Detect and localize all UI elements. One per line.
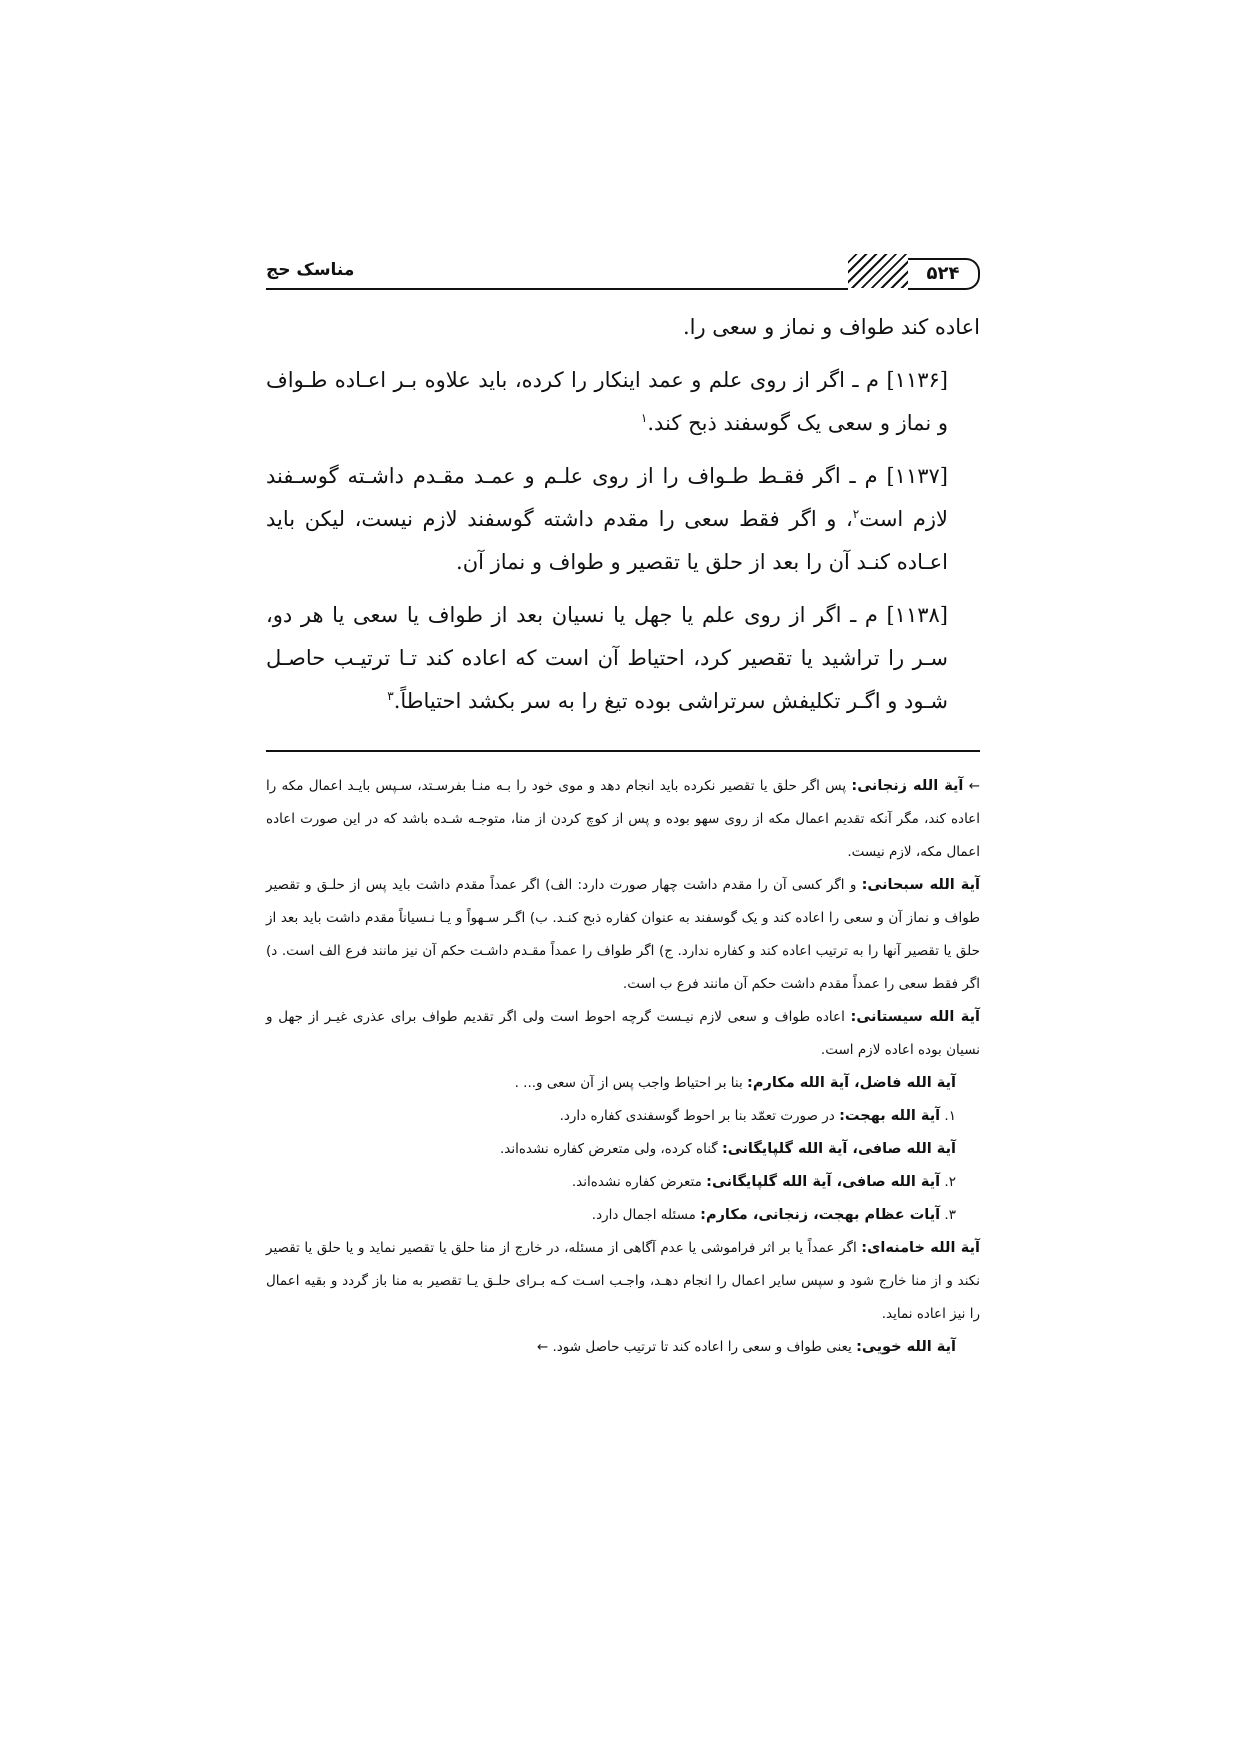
book-title: مناسک حج <box>266 260 355 280</box>
paragraph-continuation: اعاده کند طواف و نماز و سعی را. <box>682 315 980 339</box>
header-stripes-ornament <box>848 254 908 288</box>
footnote-separator <box>266 750 980 752</box>
page-number: ۵۲۴ <box>908 258 980 290</box>
footnote-item: آیة الله خامنه‌ای: اگر عمداً یا بر اثر فراموشی یا عدم آگاهی از مسئله، در خارج از منا حلق یا تقصیر نماید و یا حلق یا تقصیر نکند و از منا خارج شود و سپس سایر اعمال را انجام دهـد، واجـب اسـت کـه بـرای حلـق یـا تقصیر به منا باز گردد و بقیه اعمال را نیز اعاده نماید. <box>266 1240 980 1322</box>
footnote-mark-2: ۲ <box>852 507 860 521</box>
header-rule <box>266 288 848 290</box>
footnote-item: آیة الله سبحانی: و اگر کسی آن را مقدم داشت چهار صورت دارد: الف) اگر عمداً مقدم داشت باید پس از حلـق و تقصیر طواف و نماز آن و سعی را اعاده کند و یک گوسفند به عنوان کفاره ذبح کنـد. ب) اگـر سـهواً و یـا نـسیاناً مقدم داشت باید بعد از حلق یا تقصیر آنها را به ترتیب اعاده کند و کفاره ندارد. ج) اگر طواف را عمداً مقـدم داشـت حکم آن نیز مانند فرع الف است. د) اگر فقط سعی را عمداً مقدم داشت حکم آن مانند فرع ب است. <box>266 877 981 992</box>
page-header <box>266 260 980 290</box>
footnote-mark-1: ۱ <box>640 411 648 425</box>
main-text <box>266 306 980 733</box>
footnote-item: آیة الله فاضل، آیة الله مکارم: بنا بر احتیاط واجب پس از آن سعی و... . <box>514 1075 956 1091</box>
footnote-item: آیة الله صافی، آیة الله گلپایگانی: گناه کرده، ولی متعرض کفاره نشده‌اند. <box>499 1141 956 1157</box>
footnote-item: آیة الله خویی: یعنی طواف و سعی را اعاده کند تا ترتیب حاصل شود. ← <box>536 1339 956 1355</box>
footnotes <box>266 770 980 1364</box>
paragraph-1137: [۱۱۳۷] م ـ اگر فقـط طـواف را از روی علـم و عمـد مقـدم داشـته گوسـفند لازم است$^۲$، و اگر فقط سعی را مقدم داشته گوسفند لازم نیست، لیکن باید اعـاده کنـد آن را بعد از حلق یا تقصیر و طواف و نماز آن. <box>266 464 948 574</box>
footnote-item: ۱. آیة الله بهجت: در صورت تعمّد بنا بر احوط گوسفندی کفاره دارد. <box>559 1108 956 1124</box>
paragraph-1136: [۱۱۳۶] م ـ اگر از روی علم و عمد اینکار را کرده، باید علاوه بـر اعـاده طـواف و نماز و سعی یک گوسفند ذبح کند.$^۱$ <box>266 368 948 435</box>
footnote-item: آیة الله سیستانی: اعاده طواف و سعی لازم نیـست گرچه احوط است ولی اگر تقدیم طواف برای عذری غیـر از جهل و نسیان بوده اعاده لازم است. <box>266 1009 980 1058</box>
footnote-item: ۲. آیة الله صافی، آیة الله گلپایگانی: متعرض کفاره نشده‌اند. <box>571 1174 956 1190</box>
paragraph-1138: [۱۱۳۸] م ـ اگر از روی علم یا جهل یا نسیان بعد از طواف یا سعی یا هر دو، سـر را تراشید یا تقصیر کرد، احتیاط آن است که اعاده کند تـا ترتیـب حاصـل شـود و اگـر تکلیفش سرتراشی بوده تیغ را به سر بکشد احتیاطاً.$^۳$ <box>266 603 948 713</box>
footnote-item: ۳. آیات عظام بهجت، زنجانی، مکارم: مسئله اجمال دارد. <box>591 1207 956 1223</box>
footnote-item: ← آیة الله زنجانی: پس اگر حلق یا تقصیر نکرده باید انجام دهد و موی خود را بـه منـا بفرسـتد، سـپس بایـد اعمال مکه را اعاده کند، مگر آنکه تقدیم اعمال مکه از روی سهو بوده و پس از کوچ کردن از منا، متوجـه شـده باشد که در این صورت اعاده اعمال مکه، لازم نیست. <box>266 778 980 860</box>
footnote-mark-3: ۳ <box>387 689 394 703</box>
